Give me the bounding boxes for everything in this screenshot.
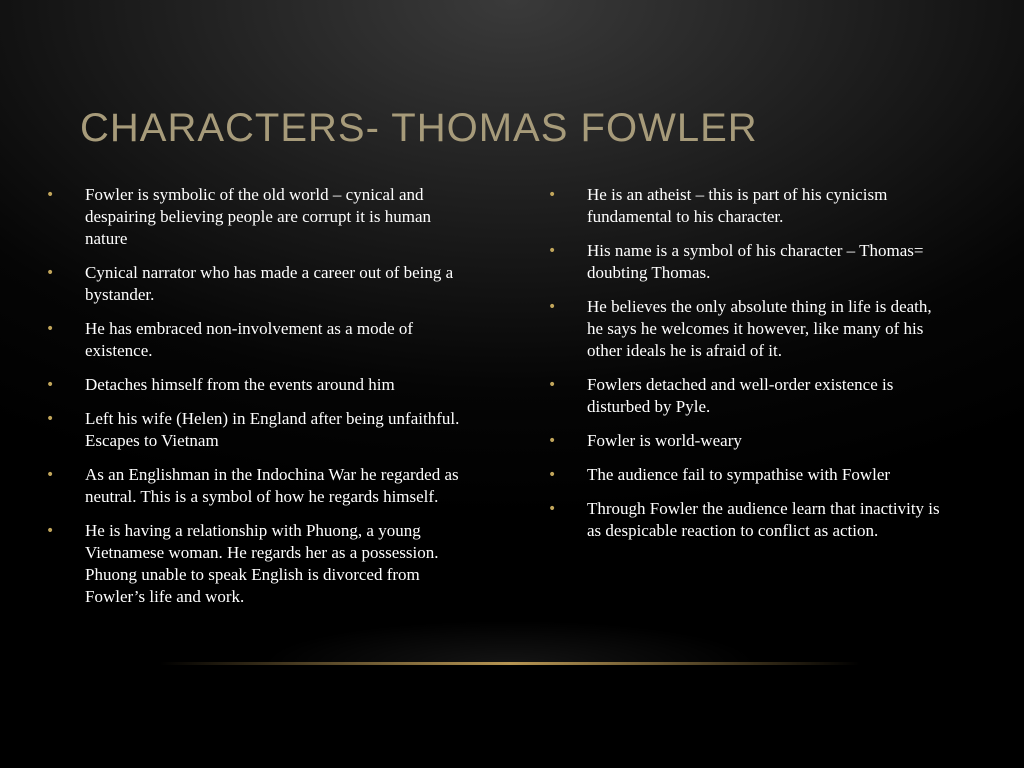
bullet-text: He has embraced non-involvement as a mode of existence.: [85, 319, 414, 360]
bullet-icon: •: [46, 411, 55, 427]
bullet-text: He believes the only absolute thing in life is death, he says he welcomes it however, like many of his other ideals he is afraid of it.: [587, 297, 932, 360]
list-item: [46, 408, 476, 452]
list-item: [46, 374, 476, 396]
bullet-text: Detaches himself from the events around him: [85, 375, 395, 394]
left-bullet-list: [46, 184, 476, 620]
list-item: [548, 464, 948, 486]
bullet-text: Through Fowler the audience learn that inactivity is as despicable reaction to conflict as action.: [587, 499, 940, 540]
bullet-icon: •: [548, 187, 557, 203]
list-item: [548, 374, 948, 418]
bullet-text: As an Englishman in the Indochina War he regarded as neutral. This is a symbol of how he regards himself.: [85, 465, 459, 506]
bullet-icon: •: [548, 243, 557, 259]
list-item: [46, 520, 476, 608]
list-item: [548, 498, 948, 542]
bullet-text: The audience fail to sympathise with Fowler: [587, 465, 891, 484]
bullet-text: Fowler is symbolic of the old world – cynical and despairing believing people are corrupt it is human nature: [85, 185, 432, 248]
bullet-icon: •: [46, 523, 55, 539]
list-item: [46, 184, 476, 250]
bullet-text: Left his wife (Helen) in England after being unfaithful. Escapes to Vietnam: [85, 409, 460, 450]
list-item: [548, 240, 948, 284]
bullet-text: He is an atheist – this is part of his cynicism fundamental to his character.: [587, 185, 888, 226]
list-item: [548, 296, 948, 362]
bullet-text: He is having a relationship with Phuong, a young Vietnamese woman. He regards her as a possession. Phuong unable to speak English is divorced from Fowler’s life and work.: [85, 521, 439, 606]
bullet-icon: •: [46, 187, 55, 203]
list-item: [46, 464, 476, 508]
bullet-text: His name is a symbol of his character – Thomas= doubting Thomas.: [587, 241, 924, 282]
bullet-text: Cynical narrator who has made a career out of being a bystander.: [85, 263, 454, 304]
bullet-text: Fowler is world-weary: [587, 431, 742, 450]
bullet-icon: •: [548, 377, 557, 393]
bullet-icon: •: [46, 467, 55, 483]
gold-divider-line: [160, 662, 860, 665]
slide-title: CHARACTERS- THOMAS FOWLER: [80, 106, 758, 150]
divider-glow: [260, 620, 760, 664]
list-item: [548, 430, 948, 452]
list-item: [46, 262, 476, 306]
bullet-icon: •: [46, 321, 55, 337]
list-item: [46, 318, 476, 362]
bullet-icon: •: [46, 377, 55, 393]
right-bullet-list: [548, 184, 948, 554]
list-item: [548, 184, 948, 228]
bullet-icon: •: [548, 299, 557, 315]
bullet-text: Fowlers detached and well-order existence is disturbed by Pyle.: [587, 375, 894, 416]
bullet-icon: •: [548, 501, 557, 517]
bullet-icon: •: [548, 467, 557, 483]
bullet-icon: •: [548, 433, 557, 449]
bullet-icon: •: [46, 265, 55, 281]
